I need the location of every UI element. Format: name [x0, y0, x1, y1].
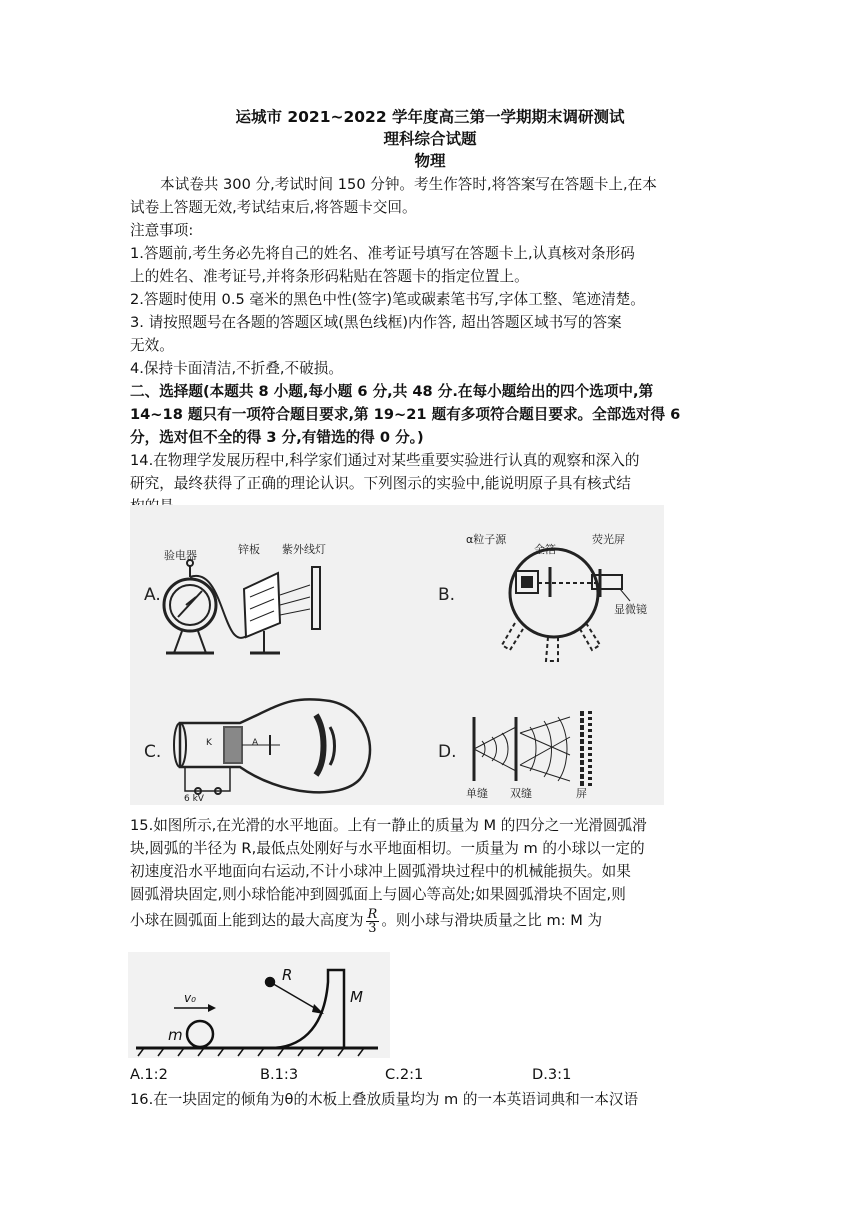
velocity-label: v₀	[184, 991, 196, 1005]
question-15-cont	[130, 906, 736, 936]
microscope-label: 显微镜	[614, 603, 647, 616]
electroscope-label: 验电器	[164, 549, 197, 562]
double-slit-label: 双缝	[510, 787, 532, 800]
panel-c-letter: C.	[144, 742, 162, 762]
voltage-label: 6 kV	[184, 794, 204, 804]
fluorescent-screen-label: 荧光屏	[592, 533, 625, 546]
section-heading-cont: 分，选对但不全的得 3 分,有错选的得 0 分。)	[130, 429, 424, 446]
note-3-cont: 无效。	[130, 337, 174, 354]
section-heading-cont: 14~18 题只有一项符合题目要求,第 19~21 题有多项符合题目要求。全部选对得 6	[130, 406, 681, 423]
single-slit-label: 单缝	[466, 787, 488, 800]
note-4: 4.保持卡面清洁,不折叠,不破损。	[130, 360, 343, 377]
q14-figure	[130, 505, 664, 805]
note-1: 1.答题前,考生务必先将自己的姓名、准考证号填写在答题卡上,认真核对条形码	[130, 245, 635, 262]
option-d: D.3:1	[532, 1066, 572, 1083]
screen-label: 屏	[576, 787, 587, 800]
question-14: 14.在物理学发展历程中,科学家们通过对某些重要实验进行认真的观察和深入的	[130, 452, 640, 469]
panel-a-letter: A.	[144, 585, 161, 605]
alpha-source-label: α粒子源	[466, 533, 507, 546]
fraction-numerator: R	[367, 906, 378, 922]
mass-m-label: m	[168, 1026, 183, 1044]
option-a: A.1:2	[130, 1066, 168, 1083]
question-15-cont: 初速度沿水平地面向右运动,不计小球冲上圆弧滑块过程中的机械能损失。如果	[130, 863, 631, 880]
cathode-label: K	[206, 738, 212, 748]
intro-line: 本试卷共 300 分,考试时间 150 分钟。考生作答时,将答案写在答题卡上,在本	[160, 176, 657, 193]
section-heading: 二、选择题(本题共 8 小题,每小题 6 分,共 48 分.在每小题给出的四个选项中,第	[130, 383, 654, 400]
notes-heading: 注意事项:	[130, 222, 194, 239]
fraction-denominator: 3	[368, 920, 377, 936]
note-3: 3. 请按照题号在各题的答题区域(黑色线框)内作答, 超出答题区域书写的答案	[130, 314, 622, 331]
option-c: C.2:1	[385, 1066, 424, 1083]
panel-d-letter: D.	[438, 742, 457, 762]
note-2: 2.答题时使用 0.5 毫米的黑色中性(签字)笔或碳素笔书写,字体工整、笔迹清楚。	[130, 291, 645, 308]
uv-lamp-label: 紫外线灯	[282, 543, 326, 556]
intro-line: 试卷上答题无效,考试结束后,将答题卡交回。	[130, 199, 417, 216]
exam-subtitle: 理科综合试题	[383, 130, 477, 148]
q15-figure	[128, 952, 390, 1058]
height-fraction	[366, 908, 380, 935]
radius-label: R	[282, 966, 293, 984]
question-15-cont: 块,圆弧的半径为 R,最低点处刚好与水平地面相切。一质量为 m 的小球以一定的	[130, 840, 645, 857]
anode-label: A	[252, 738, 259, 748]
question-16: 16.在一块固定的倾角为θ的木板上叠放质量均为 m 的一本英语词典和一本汉语	[130, 1091, 639, 1108]
note-1-cont: 上的姓名、准考证号,并将条形码粘贴在答题卡的指定位置上。	[130, 268, 529, 285]
question-14-cont: 研究，最终获得了正确的理论认识。下列图示的实验中,能说明原子具有核式结	[130, 475, 631, 492]
q15-text-after-fraction: 。则小球与滑块质量之比 m: M 为	[381, 912, 603, 929]
question-15: 15.如图所示,在光滑的水平地面。上有一静止的质量为 M 的四分之一光滑圆弧滑	[130, 817, 647, 834]
panel-b-letter: B.	[438, 585, 456, 605]
option-b: B.1:3	[260, 1066, 299, 1083]
exam-title: 运城市 2021~2022 学年度高三第一学期期末调研测试	[235, 108, 625, 126]
gold-foil-label: 金箔	[534, 543, 556, 556]
question-15-cont: 圆弧滑块固定,则小球恰能冲到圆弧面上与圆心等高处;如果圆弧滑块不固定,则	[130, 886, 626, 903]
subject-title: 物理	[414, 152, 446, 170]
q15-text-before-fraction: 小球在圆弧面上能到达的最大高度为	[130, 912, 364, 929]
mass-M-label: M	[350, 988, 363, 1006]
zinc-plate-label: 锌板	[238, 543, 260, 556]
